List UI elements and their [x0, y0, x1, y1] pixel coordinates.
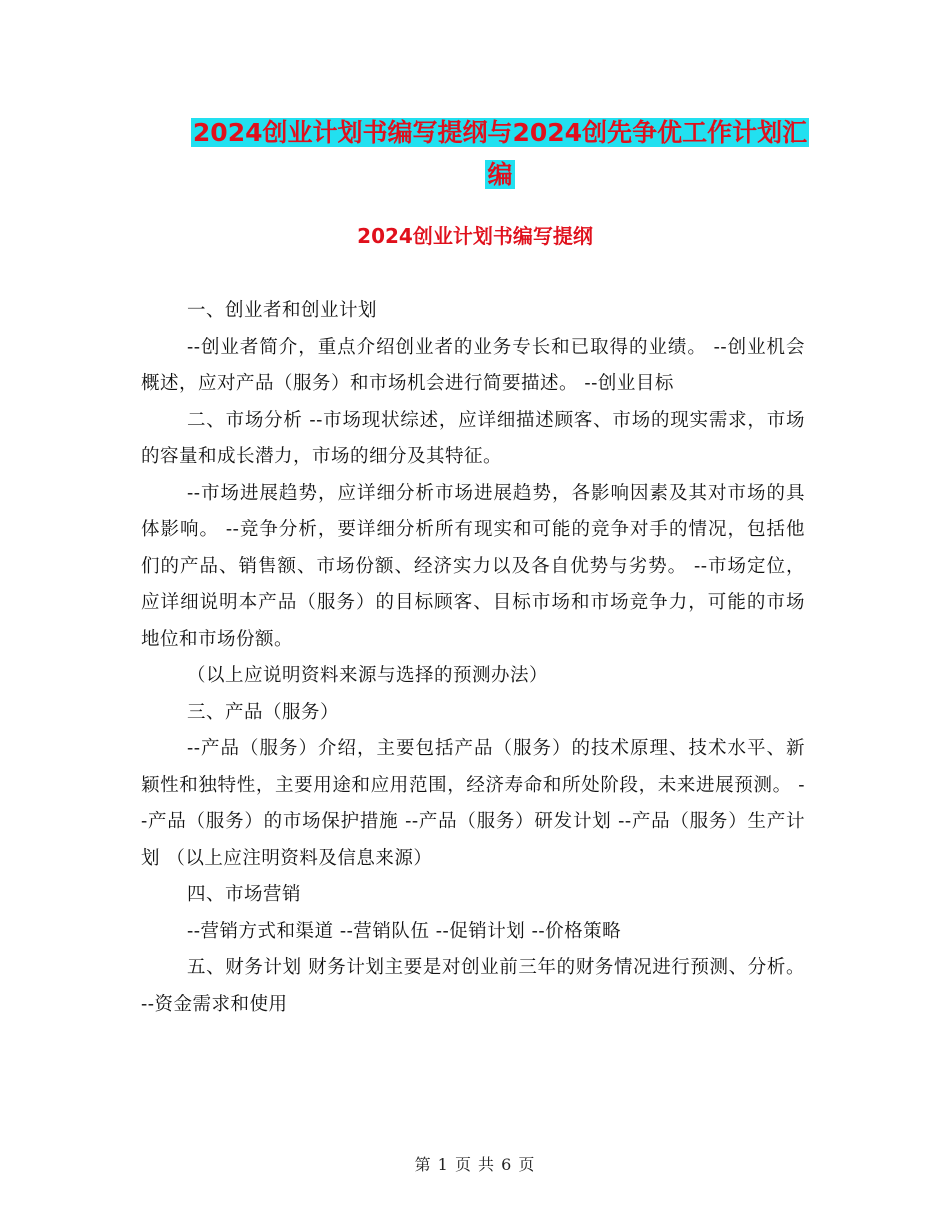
paragraph: 五、财务计划 财务计划主要是对创业前三年的财务情况进行预测、分析。 --资金需求和使用: [141, 957, 805, 1015]
paragraph: --创业者简介，重点介绍创业者的业务专长和已取得的业绩。 --创业机会概述，应对产品（服务）和市场机会进行简要描述。 --创业目标: [141, 336, 805, 394]
document-title-line2: 编: [487, 160, 513, 189]
document-title: [150, 112, 850, 196]
document-body: [141, 293, 805, 1023]
paragraph: 三、产品（服务）: [187, 701, 340, 723]
page-footer: 第 1 页 共 6 页: [414, 1155, 536, 1174]
paragraph: --市场进展趋势，应详细分析市场进展趋势，各影响因素及其对市场的具体影响。 --竞争分析，要详细分析所有现实和可能的竞争对手的情况，包括他们的产品、销售额、市场份额、经济实力以及各自优势与劣势。 --市场定位，应详细说明本产品（服务）的目标顾客、目标市场和市场竞争力，可能的市场地位和市场份额。: [141, 482, 805, 650]
paragraph: （以上应说明资料来源与选择的预测办法）: [187, 665, 549, 686]
paragraph: --营销方式和渠道 --营销队伍 --促销计划 --价格策略: [187, 920, 622, 942]
paragraph: --产品（服务）介绍，主要包括产品（服务）的技术原理、技术水平、新颖性和独特性，主要用途和应用范围，经济寿命和所处阶段，未来进展预测。 --产品（服务）的市场保护措施 --产品（服务）研发计划 --产品（服务）生产计划 （以上应注明资料及信息来源）: [141, 738, 805, 869]
paragraph: 一、创业者和创业计划: [187, 300, 378, 321]
section-heading: 2024创业计划书编写提纲: [357, 224, 593, 248]
paragraph: 二、市场分析 --市场现状综述，应详细描述顾客、市场的现实需求，市场的容量和成长潜力，市场的细分及其特征。: [141, 409, 805, 467]
paragraph: 四、市场营销: [187, 884, 302, 905]
document-title-line1: 2024创业计划书编写提纲与2024创先争优工作计划汇: [192, 118, 808, 147]
